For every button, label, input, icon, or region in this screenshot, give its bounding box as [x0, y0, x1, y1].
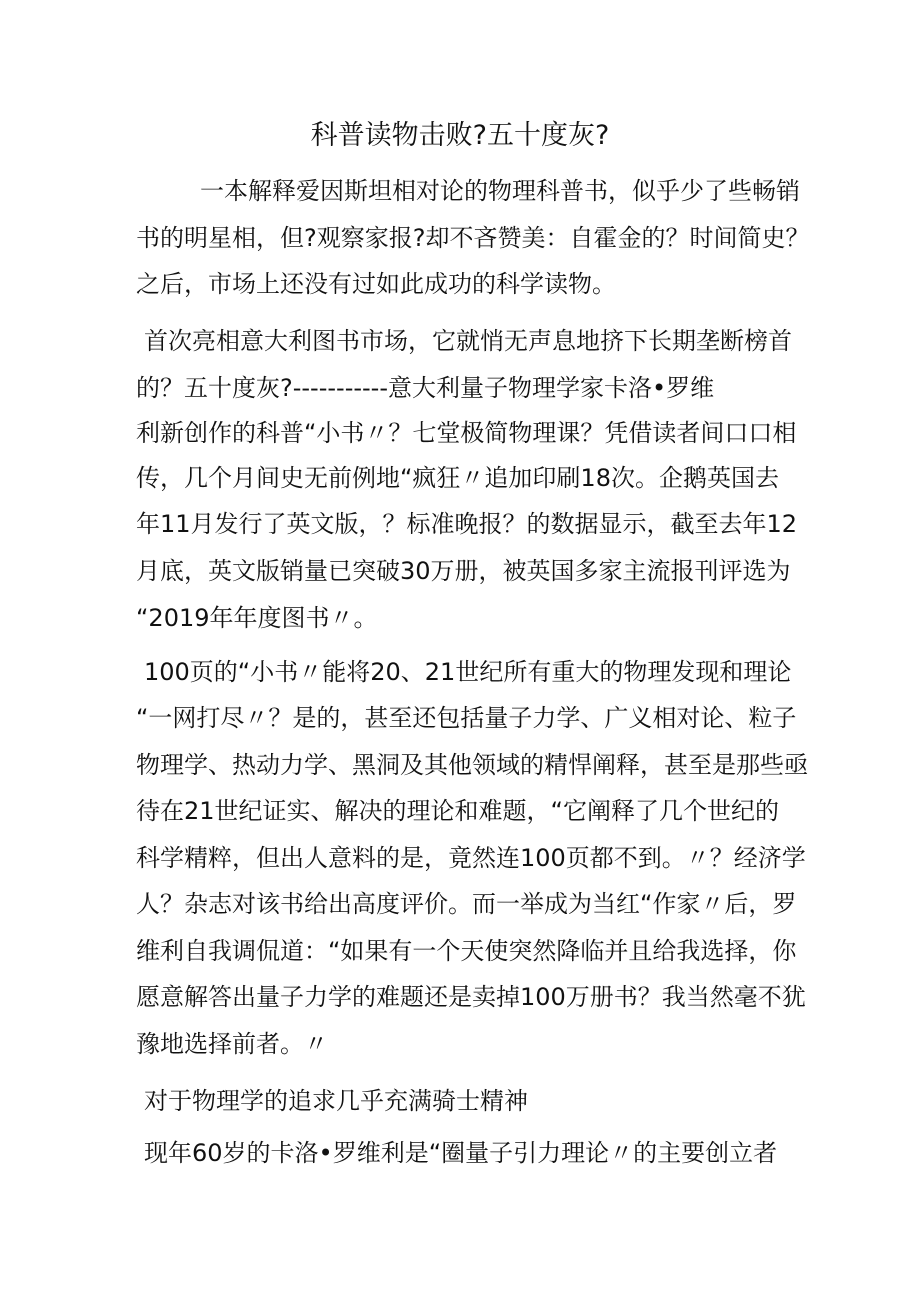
paragraph-3-line-9: 豫地选择前者。〃 — [136, 1030, 328, 1058]
paragraph-2-line-1: 首次亮相意大利图书市场，它就悄无声息地挤下长期垄断榜首 — [144, 327, 792, 355]
paragraph-1-line-3: 之后，市场上还没有过如此成功的科学读物。 — [136, 270, 616, 298]
paragraph-2-line-5: 年11月发行了英文版，？标准晚报？的数据显示，截至去年12 — [136, 510, 798, 538]
paragraph-1-line-1: 一本解释爱因斯坦相对论的物理科普书，似乎少了些畅销 — [200, 177, 800, 205]
paragraph-3-line-4: 待在21世纪证实、解决的理论和难题，“它阐释了几个世纪的 — [136, 797, 779, 825]
paragraph-2-line-3: 利新创作的科普“小书〃？七堂极简物理课？凭借读者间口口相 — [136, 419, 797, 447]
paragraph-3-line-5: 科学精粹，但出人意料的是，竟然连100页都不到。〃？经济学 — [136, 844, 806, 872]
paragraph-2-line-6: 月底，英文版销量已突破30万册，被英国多家主流报刊评选为 — [136, 557, 791, 585]
article-title: 科普读物击败?五十度灰? — [310, 120, 610, 151]
paragraph-3-line-6: 人？杂志对该书给出高度评价。而一举成为当红“作家〃后，罗 — [136, 890, 797, 918]
paragraph-3-line-1: 100页的“小书〃能将20、21世纪所有重大的物理发现和理论 — [144, 658, 792, 686]
paragraph-1-line-2: 书的明星相，但?观察家报?却不吝赞美：自霍金的？时间简史？ — [136, 224, 810, 252]
paragraph-2-line-4: 传，几个月间史无前例地“疯狂〃追加印刷18次。企鹅英国去 — [136, 464, 779, 492]
paragraph-3-line-7: 维利自我调侃道：“如果有一个天使突然降临并且给我选择，你 — [136, 937, 797, 965]
paragraph-4-line-1: 现年60岁的卡洛•罗维利是“圈量子引力理论〃的主要创立者 — [144, 1139, 778, 1167]
paragraph-3-line-3: 物理学、热动力学、黑洞及其他领域的精悍阐释，甚至是那些亟 — [136, 751, 808, 779]
paragraph-3-line-2: “一网打尽〃？是的，甚至还包括量子力学、广义相对论、粒子 — [136, 704, 797, 732]
paragraph-3-line-8: 愿意解答出量子力学的难题还是卖掉100万册书？我当然毫不犹 — [136, 983, 806, 1011]
paragraph-2-line-2: 的？五十度灰?-----------意大利量子物理学家卡洛•罗维 — [136, 374, 715, 402]
section-heading: 对于物理学的追求几乎充满骑士精神 — [144, 1087, 528, 1115]
paragraph-2-line-7: “2019年年度图书〃。 — [136, 604, 378, 632]
